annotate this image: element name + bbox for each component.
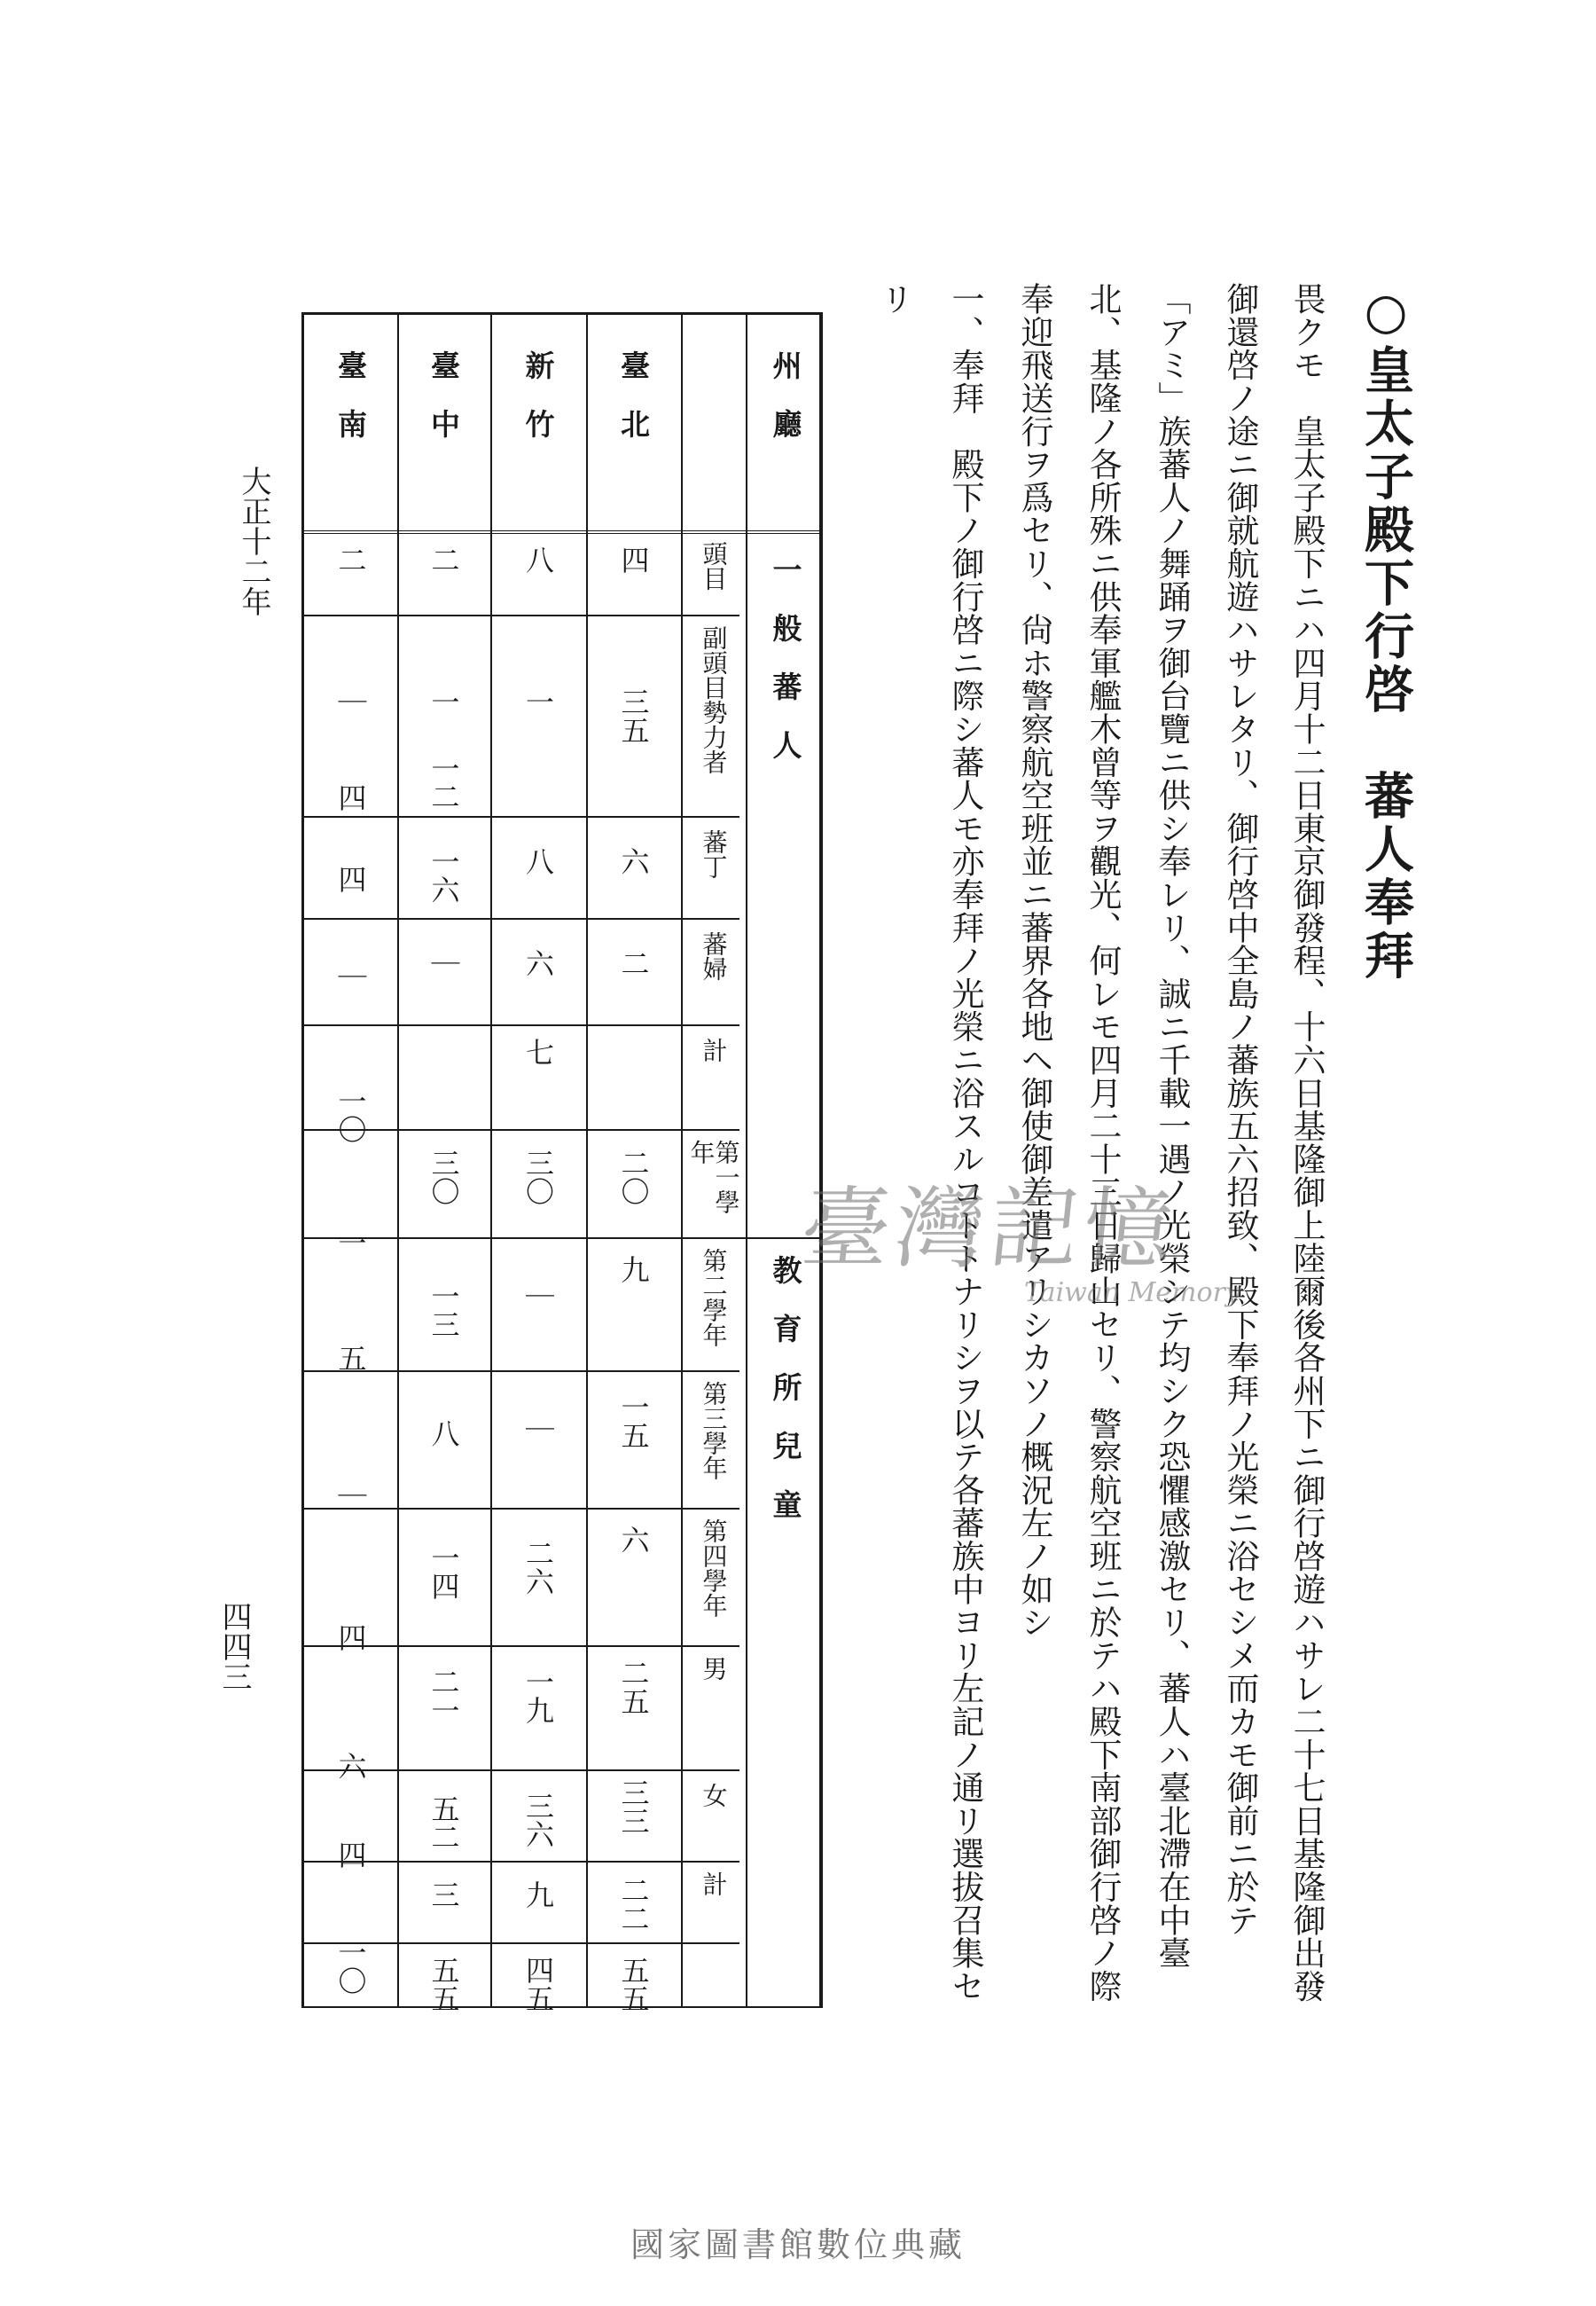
table-cell: ｜ [333,687,368,716]
table-cell: 一〇 [333,1086,368,1143]
table-cell: 一〇 [333,1938,368,1995]
body-line-4: 北、基隆ノ各所殊ニ供奉軍艦木曾等ヲ觀光、何レモ四月二十三日歸山セリ、警察航空班ニ於テハ殿下南部御行啓ノ際 [1084,282,1122,2003]
subheader: 副頭目勢力者 [699,625,729,774]
header-district: 州 廳 [768,350,803,438]
table-cell: 二 [333,545,368,574]
body-line-3: 「アミ」族蕃人ノ舞踊ヲ御台覽ニ供シ奉レリ、誠ニ千載一遇ノ光榮シテ均シク恐懼感激セリ、蕃人ハ臺北滯在中臺 [1153,282,1191,1970]
header-group-children: 教 育 所 兒 童 [768,1255,803,1518]
subheader: 蕃丁 [699,829,729,879]
table-cell: 一三 [426,1282,461,1338]
header-group-general: 一 般 蕃 人 [768,554,803,759]
table-cell: 一 [521,687,555,716]
table-cell: 三三 [616,1778,651,1835]
table-cell: 九 [616,1255,651,1283]
table-cell: 一 [333,1228,368,1257]
table-cell: 二六 [521,1539,555,1596]
watermark-logo: 臺灣記憶 [795,1177,1184,1281]
subheader: 第四學年 [699,1518,729,1618]
table-cell: 五五 [616,1956,651,2012]
table-cell: 一五 [616,1392,651,1449]
table-cell: 七 [521,1038,555,1066]
table-cell: 四五 [521,1956,555,2012]
table-cell: 六 [616,1526,651,1554]
table-cell: 三五 [616,687,651,744]
table-cell: 三 [426,1880,461,1909]
table-cell: 六 [616,847,651,875]
table-cell: 五 [333,1344,368,1372]
table-cell: 一六 [426,847,461,904]
table-cell: 九 [521,1880,555,1909]
subheader: 頭目 [699,541,729,591]
table-cell: 二二 [616,1876,651,1933]
table-cell: 八 [426,1419,461,1447]
table-cell: 二五 [616,1659,651,1715]
table-cell: 一 [426,687,461,716]
table-cell: 四 [333,1623,368,1651]
table-cell: 一四 [426,1543,461,1600]
page-title: ○皇太子殿下行啓 蕃人奉拜 [1357,282,1415,983]
table-cell: 三六 [521,1792,555,1848]
table-cell: 一二 [426,754,461,811]
table-cell: 二 [426,545,461,574]
subheader: 第三學年 [699,1381,729,1480]
table-cell: 六 [333,1752,368,1780]
subheader: 計 [699,1871,729,1896]
district-taichung: 臺 中 [426,350,461,438]
table-cell: 五五 [426,1956,461,2012]
body-line-7: リ [875,282,913,316]
table-cell: 四 [333,865,368,893]
subheader: 男 [699,1656,729,1681]
table-cell: ｜ [521,1415,555,1443]
table-cell: 五二 [426,1794,461,1851]
table-cell: 四 [333,783,368,812]
table-cell: 二〇 [616,1149,651,1205]
district-hsinchu: 新 竹 [520,350,556,438]
body-line-6: 一、奉拜 殿下ノ御行啓ニ際シ蕃人モ亦奉拜ノ光榮ニ浴スルコトトナリシヲ以テ各蕃族中ヨリ左記ノ通リ選拔召集セ [946,282,984,2003]
table-cell: ｜ [333,962,368,991]
table-cell: 六 [521,949,555,977]
subheader: 計 [699,1038,729,1063]
footer-date: 大正十二年 [236,466,271,616]
statistics-table [301,312,823,2012]
subheader: 第一學年 [686,1140,741,1214]
table-cell: 一九 [521,1667,555,1724]
district-taipei: 臺 北 [616,350,651,438]
table-cell: 四 [333,1840,368,1869]
body-line-5: 奉迎飛送行ヲ爲セリ、尙ホ警察航空班並ニ蕃界各地ヘ御使御差遣アリシカソノ概況左ノ如シ [1015,282,1053,1639]
table-cell: 八 [521,847,555,875]
district-tainan: 臺 南 [333,350,368,438]
body-line-2: 御還啓ノ途ニ御就航遊ハサレタリ、御行啓中全島ノ蕃族五六招致、殿下奉拜ノ光榮ニ浴セシメ而カモ御前ニ於テ [1221,282,1259,1936]
page-number: 四四三 [216,1601,252,1691]
table-cell: ｜ [426,949,461,977]
archive-mark: 國家圖書館數位典藏 [630,2225,966,2264]
table-cell: 二一 [426,1667,461,1724]
watermark-caption: Taiwan Memory [1024,1277,1240,1308]
table-cell: 三〇 [426,1149,461,1205]
table-cell: ｜ [521,1282,555,1310]
subheader: 蕃婦 [699,931,729,981]
table-cell: 四 [616,545,651,574]
subheader: 女 [699,1783,729,1808]
table-cell: ｜ [333,1481,368,1510]
table-cell: 二 [616,949,651,977]
table-cell: 三〇 [521,1149,555,1205]
subheader: 第二學年 [699,1248,729,1347]
table-cell: 八 [521,545,555,574]
body-line-1: 畏クモ 皇太子殿下ニハ四月十二日東京御發程、十六日基隆御上陸爾後各州下ニ御行啓遊ハサレ二十七日基隆御出發 [1287,282,1326,2003]
